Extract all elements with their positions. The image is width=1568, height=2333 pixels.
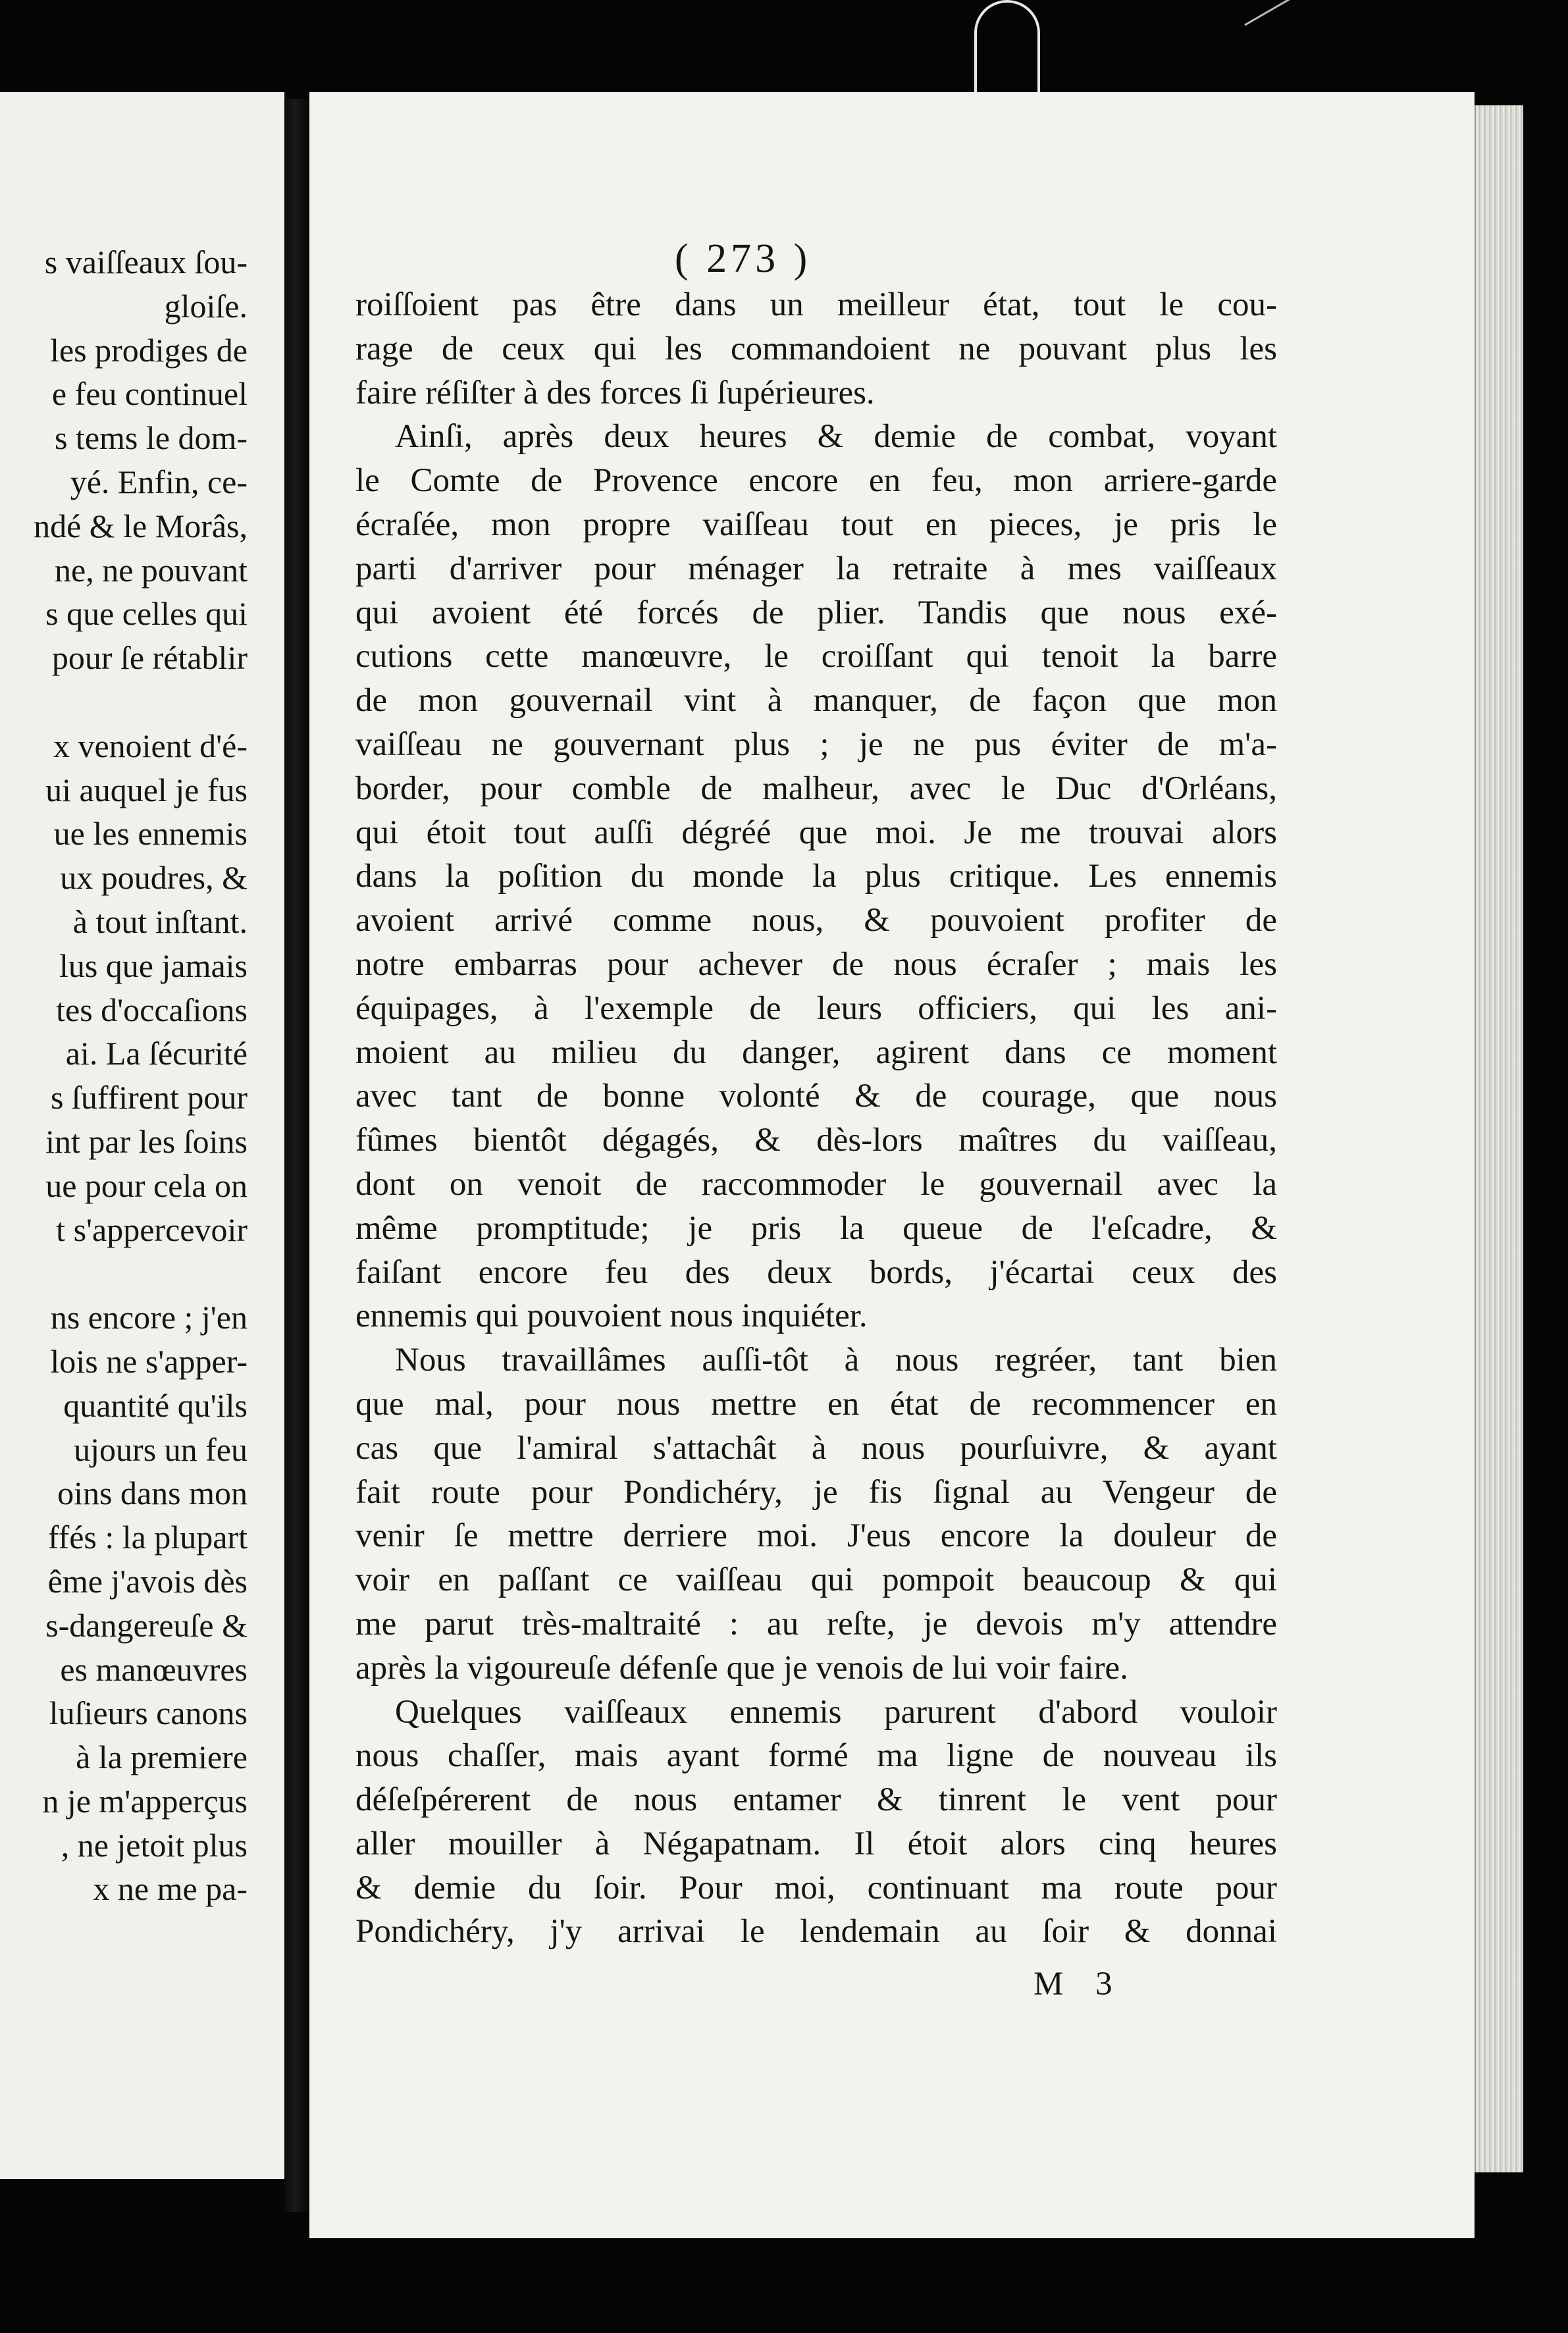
text-line: qui avoient été forcés de plier. Tandis que nous exé- — [355, 594, 1277, 631]
text-line: cas que l'amiral s'attachât à nous pourſuivre, & ayant — [355, 1429, 1277, 1467]
left-page-line: ne, ne pouvant — [55, 551, 248, 589]
text-line: que mal, pour nous mettre en état de recommencer en — [355, 1385, 1277, 1423]
text-line: fait route pour Pondichéry, je fis ſignal au Vengeur de — [355, 1473, 1277, 1511]
left-page-line: int par les ſoins — [45, 1122, 248, 1160]
left-page-line: s-dangereuſe & — [45, 1606, 248, 1644]
left-page-line: ndé & le Morâs, — [34, 507, 248, 544]
left-page-line: les prodiges de — [50, 331, 248, 369]
text-line: dans la poſition du monde la plus critique. Les ennemis — [355, 858, 1277, 895]
text-line: Ainſi, après deux heures & demie de combat, voyant — [395, 418, 1277, 456]
text-line: me parut très-maltraité : au reſte, je devois m'y attendre — [355, 1605, 1277, 1642]
left-page-line: ujours un feu — [74, 1430, 248, 1468]
left-page-line: ue pour cela on — [45, 1166, 248, 1204]
left-page-line: quantité qu'ils — [63, 1386, 248, 1424]
left-page-line: e feu continuel — [51, 375, 248, 413]
left-page — [0, 92, 286, 2179]
left-page-line: n je m'apperçus — [42, 1782, 248, 1820]
text-line: faire réſiſter à des forces ſi ſupérieures. — [355, 374, 875, 411]
signature-mark: M 3 — [1033, 1966, 1124, 2003]
left-page-line: à tout inſtant. — [72, 903, 248, 940]
left-page-line: ffés : la plupart — [47, 1519, 248, 1556]
text-line: avoient arrivé comme nous, & pouvoient profiter de — [355, 902, 1277, 939]
text-line: équipages, à l'exemple de leurs officiers, qui les ani- — [355, 989, 1277, 1027]
left-page-line: gloiſe. — [164, 287, 248, 325]
left-page-line: lus que jamais — [59, 947, 248, 984]
left-page-line — [0, 1251, 248, 1296]
book-gutter — [284, 99, 309, 2212]
text-line: qui étoit tout auſſi dégréé que moi. Je me trouvai alors — [355, 814, 1277, 851]
text-line: vaiſſeau ne gouvernant plus ; je ne pus éviter de m'a- — [355, 725, 1277, 763]
text-line: de mon gouvernail vint à manquer, de façon que mon — [355, 682, 1277, 720]
left-page-text — [0, 240, 248, 1911]
left-page-line: , ne jetoit plus — [61, 1826, 248, 1864]
text-line: ennemis qui pouvoient nous inquiéter. — [355, 1298, 868, 1335]
scan-artifact — [1244, 0, 1316, 60]
left-page-line: s tems le dom- — [54, 419, 248, 457]
text-line: Quelques vaiſſeaux ennemis parurent d'abord vouloir — [395, 1693, 1277, 1731]
text-line: fûmes bientôt dégagés, & dès-lors maîtres du vaiſſeau, — [355, 1122, 1277, 1159]
text-line: déſeſpérerent de nous entamer & tinrent le vent pour — [355, 1781, 1277, 1819]
bookmark-ribbon — [974, 0, 1040, 105]
page-number: ( 273 ) — [675, 236, 812, 281]
text-line: border, pour comble de malheur, avec le Duc d'Orléans, — [355, 770, 1277, 807]
text-line: nous chaſſer, mais ayant formé ma ligne de nouveau ils — [355, 1737, 1277, 1775]
text-line: le Comte de Provence encore en feu, mon arriere-garde — [355, 462, 1277, 500]
page-edges — [1475, 105, 1523, 2172]
left-page-line: t s'appercevoir — [56, 1211, 248, 1248]
left-page-line: s ſuffirent pour — [50, 1079, 248, 1116]
left-page-line: oins dans mon — [57, 1475, 248, 1512]
text-line: Nous travaillâmes auſſi-tôt à nous regréer, tant bien — [395, 1342, 1277, 1379]
left-page-line: yé. Enfin, ce- — [70, 463, 248, 500]
left-page-line: s que celles qui — [45, 595, 248, 633]
left-page-line: ue les ennemis — [53, 815, 248, 852]
left-page-line: lois ne s'apper- — [50, 1342, 248, 1380]
left-page-line: tes d'occaſions — [56, 991, 248, 1028]
text-line: venir ſe mettre derriere moi. J'eus encore la douleur de — [355, 1517, 1277, 1555]
text-line: faiſant encore feu des deux bords, j'écartai ceux des — [355, 1253, 1277, 1291]
left-page-line: ns encore ; j'en — [50, 1299, 248, 1336]
left-page-line: es manœuvres — [60, 1650, 248, 1688]
left-page-line: ême j'avois dès — [47, 1562, 248, 1600]
text-line: écraſée, mon propre vaiſſeau tout en pieces, je pris le — [355, 506, 1277, 543]
body-text — [355, 283, 1277, 1954]
left-page-line — [0, 680, 248, 724]
text-line: rage de ceux qui les commandoient ne pouvant plus les — [355, 330, 1277, 367]
left-page-line: ui auquel je fus — [45, 771, 248, 808]
text-line: Pondichéry, j'y arrivai le lendemain au ſoir & donnai — [355, 1913, 1277, 1951]
left-page-line: ux poudres, & — [60, 859, 248, 897]
left-page-line: s vaiſſeaux ſou- — [44, 244, 248, 280]
text-line: roiſſoient pas être dans un meilleur état, tout le cou- — [355, 286, 1277, 323]
text-line: aller mouiller à Négapatnam. Il étoit alors cinq heures — [355, 1825, 1277, 1862]
text-line: notre embarras pour achever de nous écraſer ; mais les — [355, 945, 1277, 983]
text-line: & demie du ſoir. Pour moi, continuant ma route pour — [355, 1869, 1277, 1906]
text-line: dont on venoit de raccommoder le gouvernail avec la — [355, 1165, 1277, 1203]
text-line: cutions cette manœuvre, le croiſſant qui tenoit la barre — [355, 638, 1277, 675]
left-page-line: pour ſe rétablir — [51, 639, 248, 677]
text-line: même promptitude; je pris la queue de l'eſcadre, & — [355, 1209, 1277, 1247]
left-page-line: à la premiere — [76, 1739, 248, 1776]
text-line: parti d'arriver pour ménager la retraite à mes vaiſſeaux — [355, 550, 1277, 587]
left-page-line: x venoient d'é- — [53, 727, 248, 764]
left-page-line: x ne me pa- — [93, 1870, 248, 1908]
left-page-line: ai. La ſécurité — [65, 1035, 248, 1072]
text-line: voir en paſſant ce vaiſſeau qui pompoit beaucoup & qui — [355, 1561, 1277, 1599]
text-line: après la vigoureuſe défenſe que je venois de lui voir faire. — [355, 1649, 1128, 1687]
text-line: avec tant de bonne volonté & de courage, que nous — [355, 1078, 1277, 1115]
left-page-line: luſieurs canons — [49, 1694, 248, 1732]
text-line: moient au milieu du danger, agirent dans ce moment — [355, 1034, 1277, 1071]
